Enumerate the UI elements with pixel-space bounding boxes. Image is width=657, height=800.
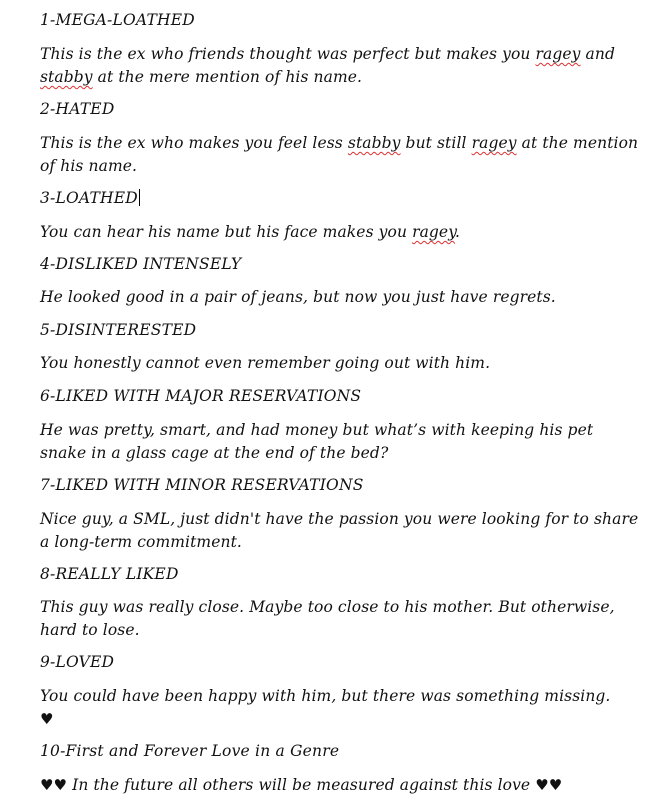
rating-heading-4: 4-DISLIKED INTENSELY	[40, 255, 242, 273]
rating-heading-3: 3-LOATHED	[40, 189, 138, 207]
spellcheck-word[interactable]: stabby	[40, 68, 93, 86]
rating-heading-8: 8-REALLY LIKED	[40, 565, 179, 583]
rating-description-1: This is the ex who friends thought was perfect but makes you ragey and stabby at the mere mention of his name.	[40, 45, 615, 86]
rating-description-7: Nice guy, a SML, just didn't have the passion you were looking for to share a long-term commitment.	[40, 510, 639, 551]
heart-icon: ♥♥	[40, 776, 68, 794]
spellcheck-word[interactable]: ragey	[412, 223, 456, 241]
rating-heading-7: 7-LIKED WITH MINOR RESERVATIONS	[40, 476, 364, 494]
rating-heading-10: 10-First and Forever Love in a Genre	[40, 742, 340, 760]
rating-heading-2: 2-HATED	[40, 100, 115, 118]
rating-heading-5: 5-DISINTERESTED	[40, 321, 197, 339]
rating-description-4: He looked good in a pair of jeans, but now you just have regrets.	[40, 288, 556, 306]
rating-heading-6: 6-LIKED WITH MAJOR RESERVATIONS	[40, 387, 362, 405]
rating-description-9: You could have been happy with him, but there was something missing. ♥	[40, 687, 611, 728]
rating-heading-1: 1-MEGA-LOATHED	[40, 11, 195, 29]
rating-description-8: This guy was really close. Maybe too close to his mother. But otherwise, hard to lose.	[40, 598, 615, 639]
spellcheck-word[interactable]: ragey	[535, 45, 581, 63]
heart-icon: ♥♥	[535, 776, 563, 794]
rating-description-5: You honestly cannot even remember going out with him.	[40, 354, 491, 372]
rating-description-2: This is the ex who makes you feel less stabby but still ragey at the mention of his name.	[40, 134, 639, 175]
heart-icon: ♥	[40, 710, 54, 728]
spellcheck-word[interactable]: ragey	[471, 134, 517, 152]
rating-description-6: He was pretty, smart, and had money but what’s with keeping his pet snake in a glass cage at the end of the bed?	[40, 421, 594, 462]
text-cursor	[139, 189, 140, 206]
spellcheck-word[interactable]: stabby	[347, 134, 401, 152]
rating-description-10: ♥♥ In the future all others will be measured against this love ♥♥	[40, 776, 563, 794]
rating-heading-9: 9-LOVED	[40, 653, 115, 671]
rating-description-3: You can hear his name but his face makes you ragey.	[40, 223, 461, 241]
